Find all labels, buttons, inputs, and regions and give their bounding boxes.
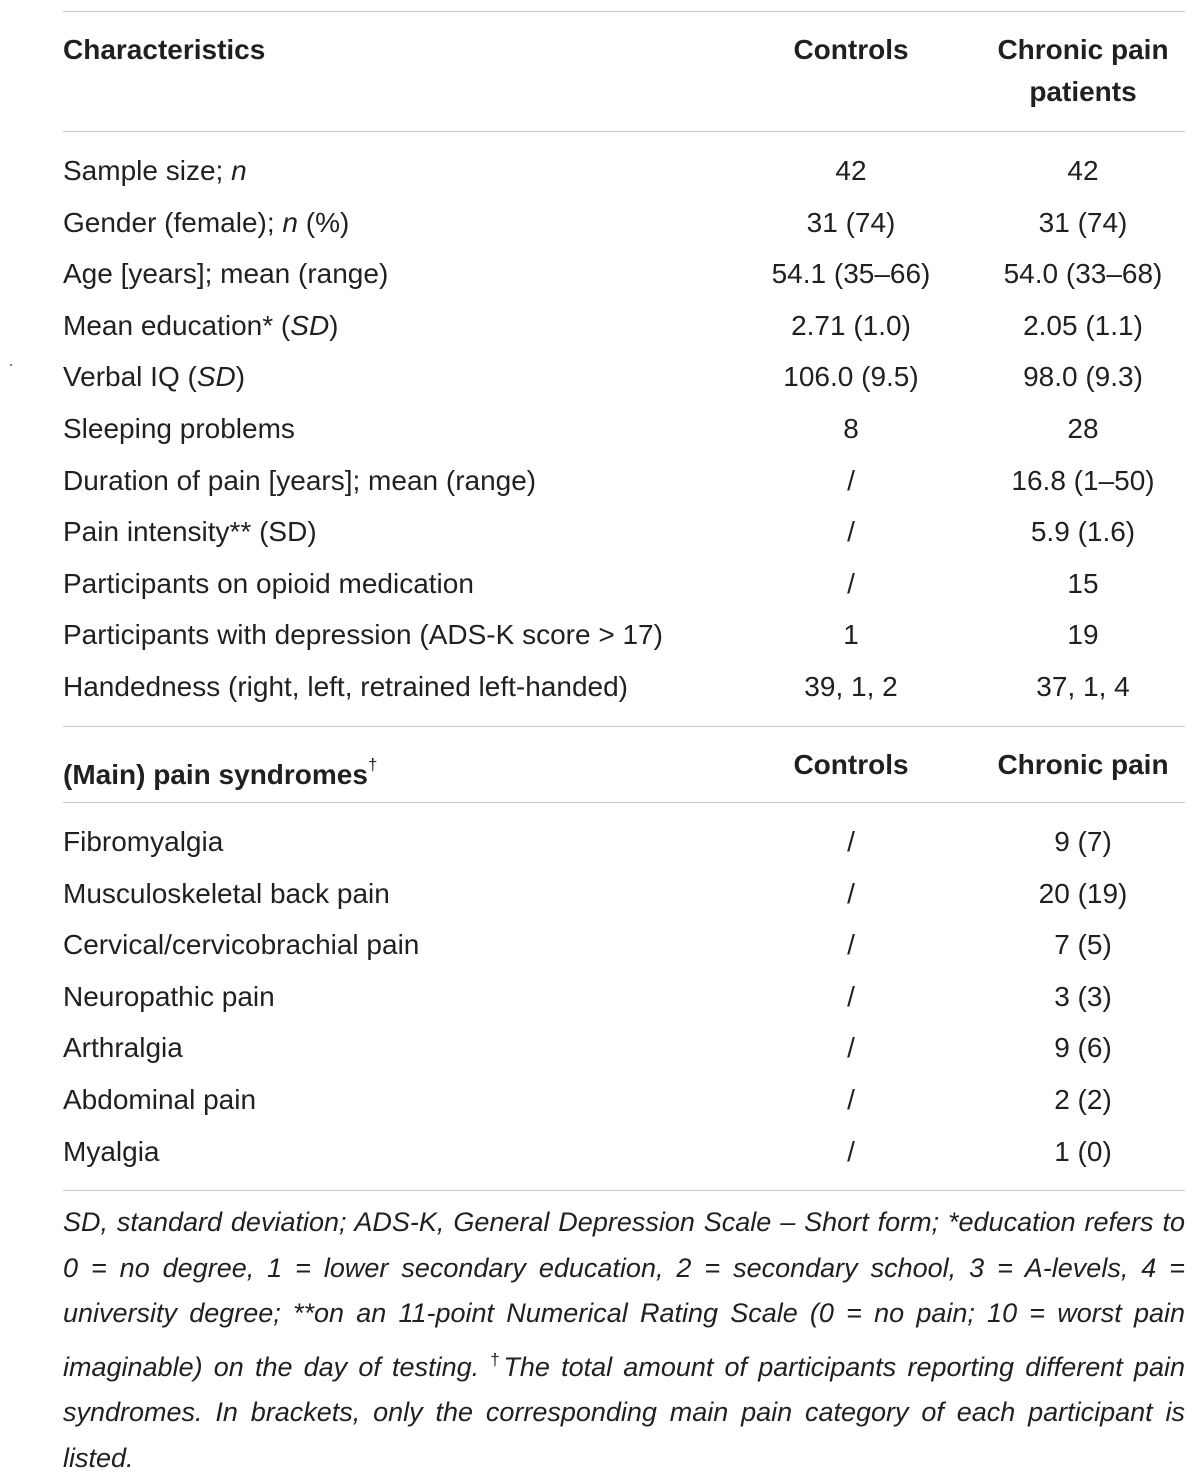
stray-dot [10,364,12,366]
row-label-suffix: ) [329,309,339,341]
table-row [63,1074,1185,1126]
header-characteristics: Characteristics [63,34,266,65]
row-label: Fibromyalgia [63,826,224,857]
patients-value: 3 (3) [1054,980,1112,1012]
header-chronic-pain-2: Chronic pain [997,749,1169,780]
row-label-italic: n [231,155,247,186]
header-controls-2: Controls [793,749,909,780]
controls-value: 106.0 (9.5) [783,361,919,393]
table-row [63,1022,1185,1074]
patients-value: 54.0 (33–68) [1003,258,1163,290]
row-label-text: Verbal IQ ( [63,361,197,393]
row-label: Myalgia [63,1135,160,1167]
footnote-text-1: SD, standard deviation; ADS-K, General Depression Scale – Short form; *education refers to 0 = no degree, 1 = lower secondary education, 2 = secondary school, 3 = A-levels, 4 = university degree; **on an 11-point Numerical Rating Scale (0 = no pain; 10 = worst pain imaginable) on the day of testing. [63,1207,1185,1382]
row-label [63,609,663,661]
header2-rule [63,802,1185,803]
table-row [63,919,1185,971]
dagger-superscript: † [367,755,378,774]
table-row [63,558,1185,610]
patients-value: 2.05 (1.1) [1023,309,1143,341]
row-label [63,558,474,610]
table-row [63,197,1185,249]
controls-value: / [847,1084,855,1115]
row-label-italic: SD [290,309,330,341]
row-label-italic: SD [196,361,236,393]
controls-value: 8 [843,413,859,444]
patients-value: 16.8 (1–50) [1011,464,1155,496]
row-label: Arthralgia [63,1032,183,1064]
row-label: Cervical/cervicobrachial pain [63,929,420,961]
patients-value: 37, 1, 4 [1036,671,1130,702]
table-row [63,868,1185,920]
controls-value: / [847,980,855,1012]
row-label [63,455,536,507]
table-row [63,403,1185,455]
header-chronic-pain-line1: Chronic pain [997,34,1169,65]
controls-value: 2.71 (1.0) [791,309,911,341]
table-row [63,506,1185,558]
table-row [63,145,1185,197]
row-label [63,661,628,713]
row-label: Abdominal pain [63,1084,257,1115]
row-label-text: Duration of pain [years]; mean (range) [63,464,537,496]
row-label-text: Sleeping problems [63,413,295,444]
patients-value: 28 [1067,413,1099,444]
controls-value: 54.1 (35–66) [771,258,931,290]
row-label-suffix: ) [235,361,246,393]
table-row [63,455,1185,507]
table-row [63,300,1185,352]
controls-value: / [847,929,855,961]
header-main-pain-syndromes [63,744,377,796]
row-label-italic: n [282,206,298,238]
patients-value: 7 (5) [1054,929,1112,961]
row-label: Musculoskeletal back pain [63,877,390,909]
row-label-text: Mean education* ( [63,309,291,341]
patients-value: 31 (74) [1038,206,1128,238]
bottom-rule [63,1190,1185,1191]
row-label [63,403,295,455]
table-row [63,661,1185,713]
row-label-text: Participants on opioid medication [63,567,474,599]
controls-value: / [847,567,855,599]
controls-value: / [847,516,855,548]
row-label-suffix: (%) [298,206,350,238]
controls-value: / [847,826,855,857]
table-row [63,609,1185,661]
header-main-pain-syndromes-label: (Main) pain syndromes [63,759,368,790]
patients-value: 9 (7) [1054,826,1112,857]
controls-value: 31 (74) [806,206,896,238]
header-chronic-pain-patients [981,29,1185,113]
section-rule [63,726,1185,727]
patients-value: 5.9 (1.6) [1030,516,1136,548]
header-chronic-pain-line2: patients [1029,76,1137,107]
controls-value: 39, 1, 2 [804,671,898,702]
row-label [63,145,247,197]
row-label: Neuropathic pain [63,980,275,1012]
table-row [63,816,1185,868]
row-label-text: Participants with depression (ADS-K score > 17) [63,619,663,651]
patients-value: 42 [1067,155,1099,186]
patients-value: 1 (0) [1054,1135,1112,1167]
footnote-dagger: † [490,1349,504,1369]
table-row [63,248,1185,300]
row-label [63,197,349,249]
row-label [63,351,245,403]
patients-value: 2 (2) [1054,1084,1112,1115]
table-header-pain-syndromes [63,744,1185,790]
row-label [63,506,317,558]
row-label-text: Sample size; [63,155,232,186]
header-rule [63,131,1185,132]
table-row [63,351,1185,403]
controls-value: 1 [843,619,859,651]
table-header-characteristics [63,29,1185,113]
controls-value: / [847,1135,855,1167]
patients-value: 19 [1067,619,1099,651]
footnote-text-2: The total amount of participants reporting different pain syndromes. In brackets, only the corresponding main pain category of each participant is listed. [63,1351,1185,1473]
controls-value: 42 [835,155,867,186]
table-footnote [63,1200,1185,1481]
patients-value: 98.0 (9.3) [1023,361,1143,393]
patients-value: 15 [1067,567,1099,599]
row-label-text: Gender (female); [63,206,283,238]
row-label [63,248,388,300]
row-label-text: Handedness (right, left, retrained left-handed) [63,671,628,702]
table-row [63,1126,1185,1178]
controls-value: / [847,877,855,909]
patients-value: 9 (6) [1054,1032,1112,1064]
top-rule [63,11,1185,12]
patients-value: 20 (19) [1038,877,1128,909]
row-label [63,300,339,352]
header-controls: Controls [793,34,909,65]
controls-value: / [847,464,855,496]
table-row [63,971,1185,1023]
row-label-text: Pain intensity** (SD) [63,516,317,548]
controls-value: / [847,1032,855,1064]
row-label-text: Age [years]; mean (range) [63,258,389,290]
